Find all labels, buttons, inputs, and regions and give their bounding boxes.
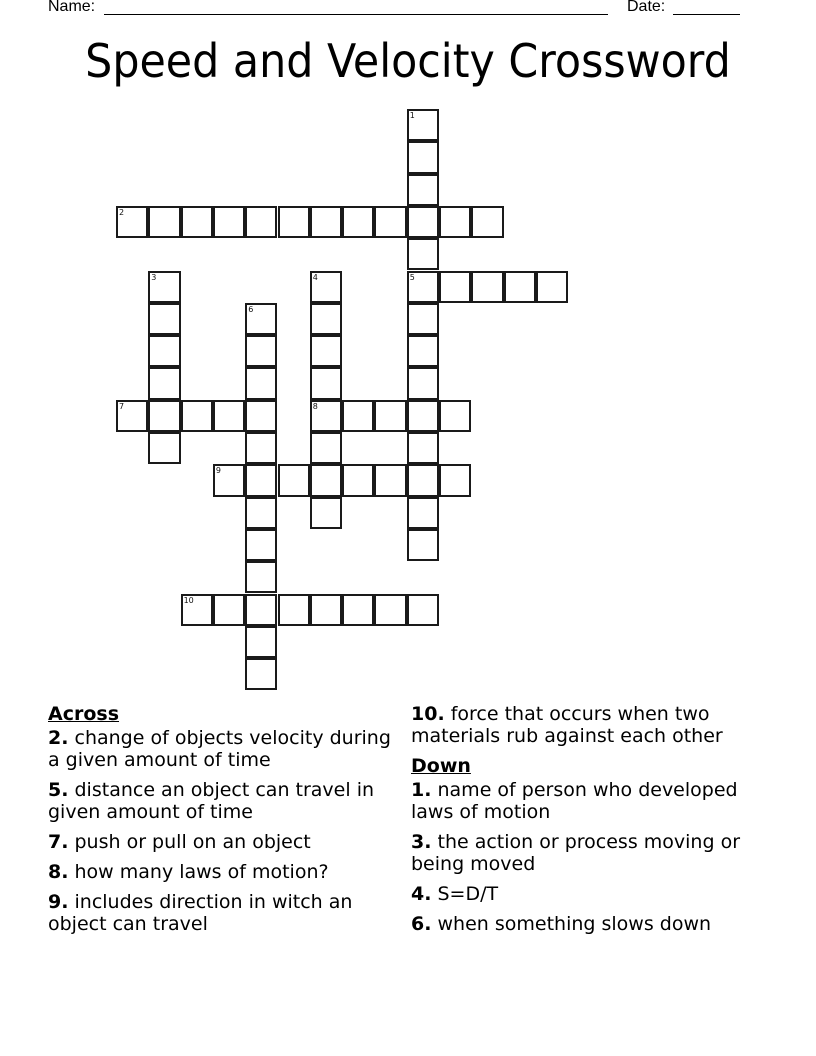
grid-cell[interactable] [310, 335, 342, 367]
grid-cell[interactable] [439, 400, 471, 432]
grid-cell[interactable] [439, 271, 471, 303]
grid-cell[interactable] [245, 367, 277, 399]
grid-cell[interactable] [245, 529, 277, 561]
clue-down-1 [411, 779, 781, 823]
grid-cell[interactable] [407, 206, 439, 238]
clue-number: 6. [411, 913, 432, 935]
grid-cell[interactable] [439, 464, 471, 496]
clue-number: 8. [48, 861, 69, 883]
clue-down-4 [411, 883, 781, 905]
clue-across-2 [48, 727, 398, 771]
grid-cell[interactable] [407, 109, 439, 141]
clue-number-label: 10 [183, 595, 194, 605]
grid-cell[interactable] [310, 400, 342, 432]
grid-cell[interactable] [407, 335, 439, 367]
grid-cell[interactable] [342, 594, 374, 626]
grid-cell[interactable] [374, 400, 406, 432]
clue-number-label: 5 [409, 272, 415, 282]
clue-across-8 [48, 861, 398, 883]
clue-number-label: 7 [119, 401, 125, 411]
clue-number: 7. [48, 831, 69, 853]
grid-cell[interactable] [278, 206, 310, 238]
grid-cell[interactable] [245, 335, 277, 367]
grid-cell[interactable] [407, 174, 439, 206]
grid-cell[interactable] [278, 464, 310, 496]
grid-cell[interactable] [342, 464, 374, 496]
grid-cell[interactable] [407, 432, 439, 464]
clue-number-label: 1 [409, 111, 415, 120]
grid-cell[interactable] [245, 658, 277, 690]
grid-cell[interactable] [342, 206, 374, 238]
grid-cell[interactable] [245, 303, 277, 335]
clue-down-3 [411, 831, 781, 875]
grid-cell[interactable] [407, 497, 439, 529]
grid-cell[interactable] [148, 400, 180, 432]
grid-cell[interactable] [471, 271, 503, 303]
grid-cell[interactable] [245, 561, 277, 593]
clue-number-label: 9 [215, 466, 221, 476]
grid-cell[interactable] [536, 271, 568, 303]
clue-number-label: 6 [248, 304, 254, 314]
grid-cell[interactable] [148, 271, 180, 303]
grid-cell[interactable] [116, 206, 148, 238]
clue-text: change of objects velocity during a given amount of time [48, 727, 391, 771]
clue-text: includes direction in witch an object can travel [48, 891, 353, 935]
clue-across-9 [48, 891, 398, 935]
clue-number: 1. [411, 779, 432, 801]
clue-across-7 [48, 831, 398, 853]
grid-cell[interactable] [278, 594, 310, 626]
clue-number: 4. [411, 883, 432, 905]
grid-cell[interactable] [310, 367, 342, 399]
grid-cell[interactable] [245, 464, 277, 496]
grid-cell[interactable] [245, 626, 277, 658]
clue-number: 3. [411, 831, 432, 853]
grid-cell[interactable] [407, 303, 439, 335]
grid-cell[interactable] [245, 400, 277, 432]
clue-text: push or pull on an object [74, 831, 311, 853]
clue-number-label: 3 [151, 272, 157, 282]
clue-text: force that occurs when two materials rub against each other [411, 703, 723, 747]
grid-cell[interactable] [342, 400, 374, 432]
page-title: Speed and Velocity Crossword [85, 34, 731, 88]
grid-cell[interactable] [213, 400, 245, 432]
grid-cell[interactable] [181, 594, 213, 626]
grid-cell[interactable] [374, 464, 406, 496]
grid-cell[interactable] [148, 432, 180, 464]
clue-text: distance an object can travel in given amount of time [48, 779, 375, 823]
clue-number: 9. [48, 891, 69, 913]
grid-cell[interactable] [310, 464, 342, 496]
grid-cell[interactable] [471, 206, 503, 238]
grid-cell[interactable] [310, 497, 342, 529]
clue-text: how many laws of motion? [74, 861, 329, 883]
grid-cell[interactable] [245, 497, 277, 529]
grid-cell[interactable] [310, 432, 342, 464]
clue-number: 2. [48, 727, 69, 749]
grid-cell[interactable] [504, 271, 536, 303]
clue-number-label: 2 [119, 207, 125, 217]
grid-cell[interactable] [245, 594, 277, 626]
grid-cell[interactable] [213, 594, 245, 626]
grid-cell[interactable] [407, 594, 439, 626]
clue-number: 5. [48, 779, 69, 801]
clue-text: when something slows down [437, 913, 712, 935]
name-label: Name: [48, 0, 96, 15]
grid-cell[interactable] [245, 206, 277, 238]
grid-cell[interactable] [407, 238, 439, 270]
grid-cell[interactable] [148, 367, 180, 399]
grid-cell[interactable] [374, 594, 406, 626]
grid-cell[interactable] [310, 303, 342, 335]
grid-cell[interactable] [245, 432, 277, 464]
grid-cell[interactable] [407, 367, 439, 399]
clue-down-6 [411, 913, 781, 935]
grid-cell[interactable] [310, 206, 342, 238]
grid-cell[interactable] [310, 271, 342, 303]
grid-cell[interactable] [310, 594, 342, 626]
grid-cell[interactable] [439, 206, 471, 238]
down-heading: Down [411, 755, 471, 777]
date-label: Date: [627, 0, 666, 15]
clues-left-column [48, 703, 398, 943]
clue-across-10 [411, 703, 781, 747]
clue-text: name of person who developed laws of motion [411, 779, 738, 823]
clues-right-column [411, 703, 781, 943]
grid-cell[interactable] [407, 464, 439, 496]
grid-cell[interactable] [213, 206, 245, 238]
clue-text: the action or process moving or being moved [411, 831, 741, 875]
grid-cell[interactable] [374, 206, 406, 238]
grid-cell[interactable] [407, 141, 439, 173]
grid-cell[interactable] [213, 464, 245, 496]
grid-cell[interactable] [407, 529, 439, 561]
clue-number: 10. [411, 703, 445, 725]
grid-cell[interactable] [148, 303, 180, 335]
grid-cell[interactable] [148, 206, 180, 238]
grid-cell[interactable] [148, 335, 180, 367]
clue-number-label: 8 [312, 401, 318, 411]
grid-cell[interactable] [116, 400, 148, 432]
across-heading: Across [48, 703, 120, 725]
grid-cell[interactable] [407, 271, 439, 303]
grid-cell[interactable] [181, 206, 213, 238]
clue-number-label: 4 [312, 272, 318, 282]
grid-cell[interactable] [181, 400, 213, 432]
clue-across-5 [48, 779, 398, 823]
grid-cell[interactable] [407, 400, 439, 432]
clue-text: S=D/T [437, 883, 499, 905]
